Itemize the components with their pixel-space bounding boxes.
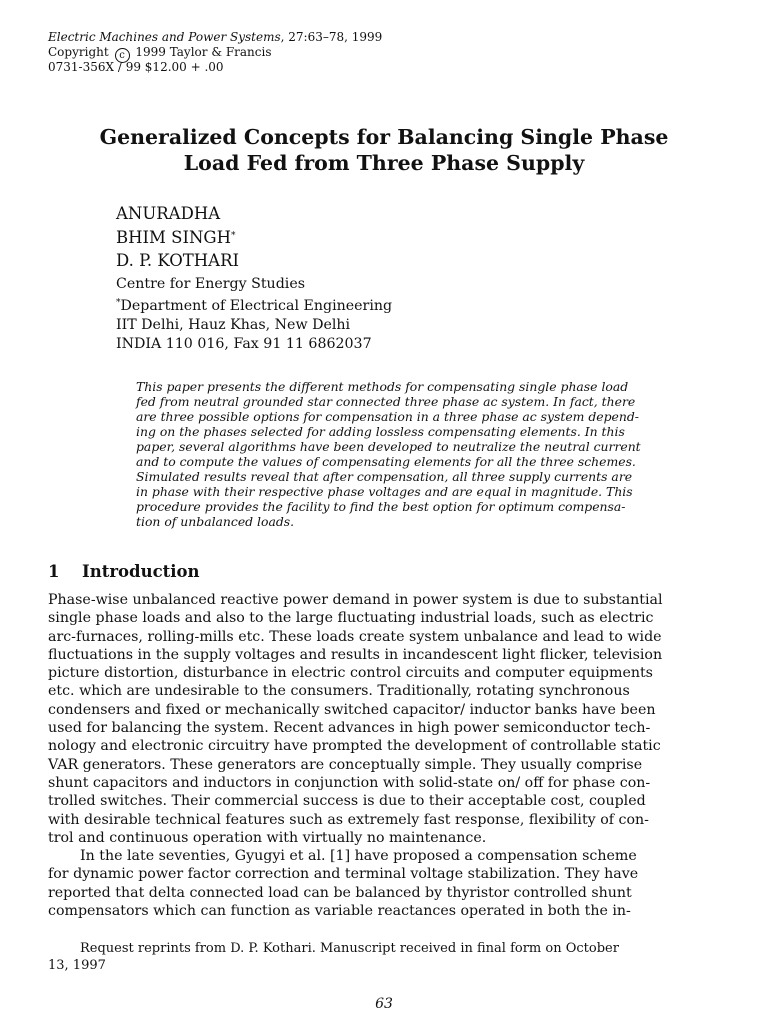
body-line: for dynamic power factor correction and terminal voltage stabilization. They have bbox=[48, 866, 639, 883]
author-2 bbox=[116, 225, 239, 249]
body-line: shunt capacitors and inductors in conjunction with solid-state on/ off for phase con- bbox=[48, 774, 651, 791]
section-title: Introduction bbox=[82, 562, 200, 581]
issn-line: 0731-356X / 99 $12.00 + .00 bbox=[48, 60, 224, 74]
body-line: trolled switches. Their commercial success is due to their acceptable cost, coupled bbox=[48, 793, 646, 810]
affiliation-line-4: INDIA 110 016, Fax 91 11 6862037 bbox=[116, 336, 372, 352]
abstract-line: in phase with their respective phase voltages and are equal in magnitude. This bbox=[136, 484, 633, 499]
journal-volume-pages: , 27:63–78, 1999 bbox=[280, 30, 383, 44]
abstract-line: are three possible options for compensation in a three phase ac system depend- bbox=[136, 409, 639, 424]
section-heading bbox=[48, 562, 200, 581]
body-line: trol and continuous operation with virtually no maintenance. bbox=[48, 829, 487, 846]
copyright-icon: c bbox=[115, 48, 130, 63]
author-1 bbox=[116, 202, 239, 225]
abstract-line: ing on the phases selected for adding lossless compensating elements. In this bbox=[136, 424, 625, 439]
body-line: condensers and fixed or mechanically switched capacitor/ inductor banks have been bbox=[48, 701, 656, 718]
body-line: compensators which can function as variable reactances operated in both the in- bbox=[48, 903, 631, 920]
footnote-line: 13, 1997 bbox=[48, 958, 106, 973]
title-line-1: Generalized Concepts for Balancing Single Phase bbox=[99, 125, 669, 149]
body-text bbox=[48, 591, 718, 920]
affiliation-line-2 bbox=[116, 294, 392, 316]
body-line: VAR generators. These generators are conceptually simple. They usually comprise bbox=[48, 756, 643, 773]
body-line: picture distortion, disturbance in electric control circuits and computer equipments bbox=[48, 665, 653, 682]
abstract-line: and to compute the values of compensating elements for all the three schemes. bbox=[136, 454, 636, 469]
abstract-line: Simulated results reveal that after compensation, all three supply currents are bbox=[136, 469, 633, 484]
body-line: used for balancing the system. Recent advances in high power semiconductor tech- bbox=[48, 720, 651, 737]
footnote bbox=[48, 940, 718, 974]
abstract-line: This paper presents the different methods for compensating single phase load bbox=[136, 379, 629, 394]
page-number: 63 bbox=[375, 996, 393, 1012]
footnote-line: Request reprints from D. P. Kothari. Manuscript received in final form on October bbox=[80, 941, 619, 956]
body-line: Phase-wise unbalanced reactive power demand in power system is due to substantial bbox=[48, 592, 663, 608]
author-name: BHIM SINGH bbox=[116, 228, 232, 247]
abstract-line: tion of unbalanced loads. bbox=[136, 514, 295, 529]
affiliation-line-1: Centre for Energy Studies bbox=[116, 276, 305, 292]
section-number: 1 bbox=[48, 562, 60, 581]
author-3 bbox=[116, 249, 239, 272]
body-line: In the late seventies, Gyugyi et al. [1] have proposed a compensation scheme bbox=[80, 848, 637, 865]
body-line: reported that delta connected load can be balanced by thyristor controlled shunt bbox=[48, 884, 632, 901]
journal-citation bbox=[48, 30, 382, 44]
body-line: etc. which are undesirable to the consumers. Traditionally, rotating synchronous bbox=[48, 683, 630, 700]
author-name: ANURADHA bbox=[116, 204, 221, 223]
body-line: with desirable technical features such as extremely fast response, flexibility of con- bbox=[48, 811, 649, 828]
body-line: arc-furnaces, rolling-mills etc. These loads create system unbalance and lead to wide bbox=[48, 628, 662, 645]
copyright-label: Copyright bbox=[48, 45, 109, 59]
abstract-line: procedure provides the facility to find the best option for optimum compensa- bbox=[136, 499, 626, 514]
author-footnote-mark: * bbox=[231, 231, 236, 241]
abstract-line: paper, several algorithms have been developed to neutralize the neutral current bbox=[136, 439, 641, 454]
body-line: single phase loads and also to the large fluctuating industrial loads, such as electric bbox=[48, 610, 654, 627]
abstract bbox=[136, 379, 716, 529]
affiliation-mark: * bbox=[116, 298, 121, 308]
body-line: fluctuations in the supply voltages and results in incandescent light flicker, television bbox=[48, 646, 663, 663]
paper-title bbox=[40, 124, 728, 176]
author-list bbox=[116, 202, 239, 272]
affiliation-department: Department of Electrical Engineering bbox=[120, 298, 393, 314]
title-line-2: Load Fed from Three Phase Supply bbox=[183, 151, 585, 175]
author-name: D. P. KOTHARI bbox=[116, 251, 240, 270]
affiliation-line-3: IIT Delhi, Hauz Khas, New Delhi bbox=[116, 317, 351, 333]
body-line: nology and electronic circuitry have prompted the development of controllable static bbox=[48, 738, 661, 755]
abstract-line: fed from neutral grounded star connected three phase ac system. In fact, there bbox=[136, 394, 636, 409]
affiliation-block bbox=[116, 275, 392, 354]
copyright-holder: 1999 Taylor & Francis bbox=[135, 45, 272, 59]
journal-name: Electric Machines and Power Systems bbox=[48, 30, 281, 44]
